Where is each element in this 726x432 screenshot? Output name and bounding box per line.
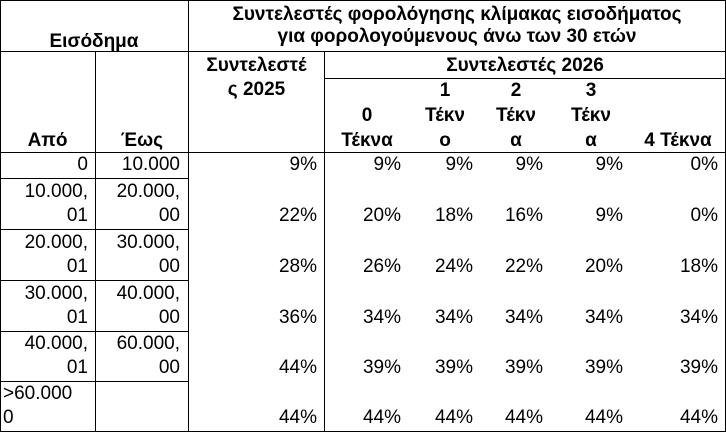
rates2026-divider: [324, 78, 726, 79]
cell-to: 00: [158, 307, 180, 328]
cell-to: 60.000,: [116, 333, 180, 354]
header-from: Από: [27, 130, 68, 151]
cell-kids2: 16%: [504, 205, 543, 226]
header-income: Εισόδημα: [49, 31, 139, 52]
header-kids3: Τέκν: [571, 105, 611, 126]
header-kids3: α: [585, 130, 597, 151]
cell-kids4: 0%: [690, 154, 718, 175]
header-rate2025-line2: ς 2025: [227, 79, 286, 100]
cell-kids1: 34%: [434, 307, 473, 328]
cell-from: 0: [77, 154, 88, 175]
cell-kids1: 44%: [434, 407, 473, 428]
cell-kids2: 39%: [504, 357, 543, 378]
cell-kids3: 34%: [584, 307, 623, 328]
cell-from: 01: [66, 205, 88, 226]
cell-rate2025: 28%: [278, 256, 317, 277]
cell-to: 10.000: [121, 154, 180, 175]
cell-kids2: 44%: [504, 407, 543, 428]
cell-kids4: 39%: [679, 357, 718, 378]
cell-rate2025: 44%: [278, 407, 317, 428]
header-title-line1: Συντελεστές φορολόγησης κλίμακας εισοδήματος: [232, 4, 682, 25]
border-top: [0, 0, 726, 1]
header-bottom-line: [0, 152, 726, 153]
cell-from: 40.000,: [24, 333, 88, 354]
cell-kids1: 9%: [445, 154, 473, 175]
header-rates2026: Συντελεστές 2026: [446, 55, 604, 76]
header-kids0: Τέκνα: [341, 130, 393, 151]
cell-kids0: 34%: [362, 307, 401, 328]
header-kids1: 1: [439, 80, 451, 101]
header-kids1: ο: [439, 130, 451, 151]
row-line: [0, 229, 188, 230]
cell-kids3: 39%: [584, 357, 623, 378]
row-line: [0, 331, 188, 332]
cell-from: 30.000,: [24, 283, 88, 304]
cell-kids0: 20%: [362, 205, 401, 226]
header-kids1: Τέκν: [425, 105, 465, 126]
row-line: [0, 178, 188, 179]
cell-kids4: 18%: [679, 256, 718, 277]
cell-from: 10.000,: [24, 181, 88, 202]
cell-from: >60.000: [3, 383, 73, 404]
cell-kids0: 44%: [362, 407, 401, 428]
cell-rate2025: 44%: [278, 357, 317, 378]
cell-kids0: 39%: [362, 357, 401, 378]
cell-kids2: 34%: [504, 307, 543, 328]
cell-from: 20.000,: [24, 232, 88, 253]
header-to: Έως: [120, 130, 164, 151]
cell-to: 00: [158, 256, 180, 277]
cell-kids3: 9%: [595, 205, 623, 226]
cell-kids3: 9%: [595, 154, 623, 175]
header-kids0: 0: [361, 105, 373, 126]
row-line: [0, 280, 188, 281]
cell-from: 01: [66, 256, 88, 277]
cell-kids2: 9%: [515, 154, 543, 175]
cell-kids1: 24%: [434, 256, 473, 277]
cell-to: 40.000,: [116, 283, 180, 304]
cell-kids1: 18%: [434, 205, 473, 226]
header-kids2: Τέκν: [496, 105, 536, 126]
cell-kids4: 44%: [679, 407, 718, 428]
cell-rate2025: 22%: [278, 205, 317, 226]
header-title-line2: για φορολογούμενους άνω των 30 ετών: [277, 26, 637, 47]
header-kids4: 4 Τέκνα: [644, 130, 712, 151]
cell-kids3: 44%: [584, 407, 623, 428]
row-line: [0, 381, 188, 382]
header-kids3: 3: [585, 80, 597, 101]
cell-rate2025: 9%: [289, 154, 317, 175]
cell-to: 20.000,: [116, 181, 180, 202]
cell-from: 01: [66, 357, 88, 378]
cell-kids3: 20%: [584, 256, 623, 277]
cell-to: 00: [158, 357, 180, 378]
header-rate2025-line1: Συντελεστέ: [206, 55, 307, 76]
cell-from: 0: [3, 407, 14, 428]
cell-to: 00: [158, 205, 180, 226]
cell-kids0: 26%: [362, 256, 401, 277]
cell-to: 30.000,: [116, 232, 180, 253]
header-kids2: 2: [510, 80, 522, 101]
cell-kids4: 0%: [690, 205, 718, 226]
cell-kids1: 39%: [434, 357, 473, 378]
cell-from: 01: [66, 307, 88, 328]
cell-kids4: 34%: [679, 307, 718, 328]
header-kids2: α: [510, 130, 522, 151]
cell-kids2: 22%: [504, 256, 543, 277]
cell-rate2025: 36%: [278, 307, 317, 328]
cell-kids0: 9%: [373, 154, 401, 175]
